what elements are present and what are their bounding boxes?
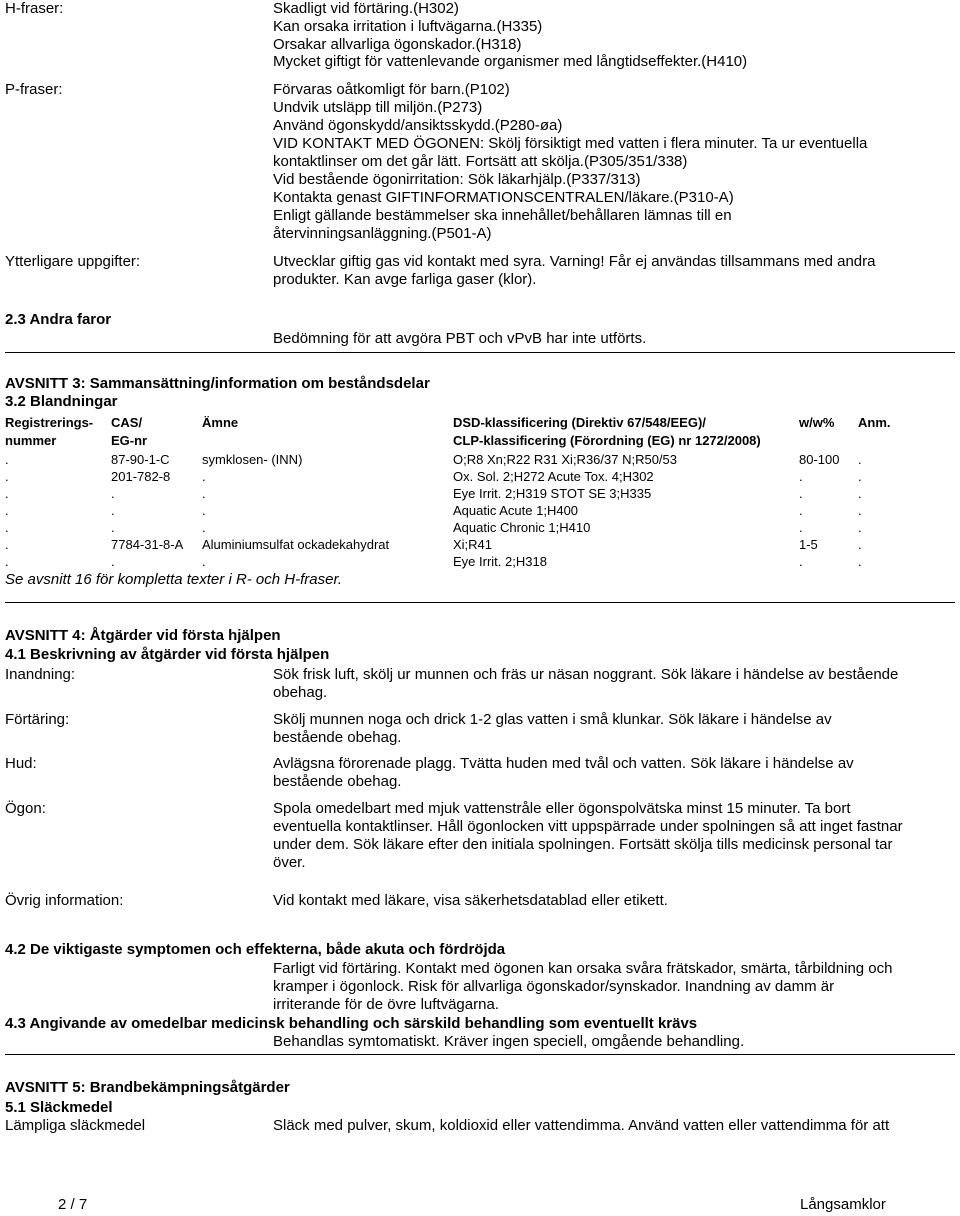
col-header-reg: Registrerings- xyxy=(5,415,94,430)
pfraser-line: Vid bestående ögonirritation: Sök läkarhjälp.(P337/313) xyxy=(273,171,641,188)
col-header-cas: EG-nr xyxy=(111,433,148,448)
section-divider xyxy=(5,1054,955,1055)
fortaring-label: Förtäring: xyxy=(5,711,70,728)
section3-subheading: 3.2 Blandningar xyxy=(5,393,118,410)
inandning-label: Inandning: xyxy=(5,666,76,683)
section3-heading: AVSNITT 3: Sammansättning/information om beståndsdelar xyxy=(5,375,430,392)
pfraser-label: P-fraser: xyxy=(5,81,63,98)
ytterligare-label: Ytterligare uppgifter: xyxy=(5,253,141,270)
pfraser-line: Förvaras oåtkomligt för barn.(P102) xyxy=(273,81,510,98)
cell-reg: . xyxy=(5,503,9,518)
cell-reg: . xyxy=(5,537,9,552)
ogon-text: Spola omedelbart med mjuk vattenstråle eller ögonspolvätska minst 15 minuter. Ta bort xyxy=(273,800,851,817)
slackmedel-label: Lämpliga släckmedel xyxy=(5,1117,146,1134)
cell-ww: 1-5 xyxy=(799,537,818,552)
hud-text: bestående obehag. xyxy=(273,773,402,790)
section5-heading: AVSNITT 5: Brandbekämpningsåtgärder xyxy=(5,1079,290,1096)
cell-cas: . xyxy=(111,486,115,501)
cell-ww: . xyxy=(799,469,803,484)
section4-2-text: irriterande för de övre luftvägarna. xyxy=(273,996,499,1013)
pfraser-line: Enligt gällande bestämmelser ska innehållet/behållaren lämnas till en xyxy=(273,207,732,224)
cell-amne: . xyxy=(202,486,206,501)
cell-cas: 201-782-8 xyxy=(111,469,171,484)
cell-ww: 80-100 xyxy=(799,452,840,467)
ogon-label: Ögon: xyxy=(5,800,46,817)
section-divider xyxy=(5,602,955,603)
pfraser-line: kontaktlinser om det går lätt. Fortsätt att skölja.(P305/351/338) xyxy=(273,153,688,170)
hfraser-line: Orsakar allvarliga ögonskador.(H318) xyxy=(273,36,522,53)
col-header-anm: Anm. xyxy=(858,415,891,430)
ovrig-text: Vid kontakt med läkare, visa säkerhetsdatablad eller etikett. xyxy=(273,892,668,909)
cell-amne: Aluminiumsulfat ockadekahydrat xyxy=(202,537,390,552)
ovrig-label: Övrig information: xyxy=(5,892,124,909)
cell-ww: . xyxy=(799,554,803,569)
section4-3-text: Behandlas symtomatiskt. Kräver ingen speciell, omgående behandling. xyxy=(273,1033,745,1050)
section4-2-heading: 4.2 De viktigaste symptomen och effekterna, både akuta och fördröjda xyxy=(5,941,506,958)
fortaring-text: bestående obehag. xyxy=(273,729,402,746)
cell-klass: Eye Irrit. 2;H319 STOT SE 3;H335 xyxy=(453,486,652,501)
cell-ww: . xyxy=(799,503,803,518)
pfraser-line: Använd ögonskydd/ansiktsskydd.(P280-øa) xyxy=(273,117,563,134)
section4-subheading: 4.1 Beskrivning av åtgärder vid första hjälpen xyxy=(5,646,330,663)
pfraser-line: återvinningsanläggning.(P501-A) xyxy=(273,225,492,242)
hud-text: Avlägsna förorenade plagg. Tvätta huden med tvål och vatten. Sök läkare i händelse av xyxy=(273,755,854,772)
cell-reg: . xyxy=(5,520,9,535)
cell-cas: . xyxy=(111,554,115,569)
cell-anm: . xyxy=(858,537,862,552)
hfraser-line: Mycket giftigt för vattenlevande organismer med långtidseffekter.(H410) xyxy=(273,53,748,70)
pfraser-line: Kontakta genast GIFTINFORMATIONSCENTRALEN/läkare.(P310-A) xyxy=(273,189,734,206)
ytterligare-line: Utvecklar giftig gas vid kontakt med syra. Varning! Får ej användas tillsammans med andra xyxy=(273,253,876,270)
section4-2-text: Farligt vid förtäring. Kontakt med ögonen kan orsaka svåra frätskador, smärta, tårbildning och xyxy=(273,960,893,977)
cell-amne: symklosen- (INN) xyxy=(202,452,303,467)
col-header-cas: CAS/ xyxy=(111,415,143,430)
ogon-text: eventuella kontaktlinser. Håll ögonlocken vitt uppspärrade under spolningen så att inget fastnar xyxy=(273,818,903,835)
pfraser-line: VID KONTAKT MED ÖGONEN: Skölj försiktigt med vatten i flera minuter. Ta ur eventuella xyxy=(273,135,868,152)
col-header-klass: CLP-klassificering (Förordning (EG) nr 1272/2008) xyxy=(453,433,761,448)
cell-klass: Aquatic Chronic 1;H410 xyxy=(453,520,591,535)
hfraser-line: Kan orsaka irritation i luftvägarna.(H335) xyxy=(273,18,543,35)
page-number: 2 / 7 xyxy=(58,1196,88,1213)
ogon-text: över. xyxy=(273,854,306,871)
cell-ww: . xyxy=(799,520,803,535)
section3-note: Se avsnitt 16 för kompletta texter i R- och H-fraser. xyxy=(5,571,343,588)
col-header-ww: w/w% xyxy=(799,415,835,430)
col-header-klass: DSD-klassificering (Direktiv 67/548/EEG)/ xyxy=(453,415,706,430)
cell-klass: Ox. Sol. 2;H272 Acute Tox. 4;H302 xyxy=(453,469,654,484)
ogon-text: under dem. Sök läkare efter den initiala spolningen. Fortsätt skölja tills medicinsk personal tar xyxy=(273,836,893,853)
cell-anm: . xyxy=(858,469,862,484)
cell-cas: . xyxy=(111,520,115,535)
col-header-reg: nummer xyxy=(5,433,57,448)
inandning-text: obehag. xyxy=(273,684,328,701)
cell-klass: Xi;R41 xyxy=(453,537,493,552)
cell-cas: 7784-31-8-A xyxy=(111,537,184,552)
cell-amne: . xyxy=(202,520,206,535)
cell-reg: . xyxy=(5,554,9,569)
cell-amne: . xyxy=(202,469,206,484)
hud-label: Hud: xyxy=(5,755,37,772)
andra-faror-text: Bedömning för att avgöra PBT och vPvB har inte utförts. xyxy=(273,330,647,347)
inandning-text: Sök frisk luft, skölj ur munnen och fräs ur näsan noggrant. Sök läkare i händelse av bestående xyxy=(273,666,899,683)
cell-anm: . xyxy=(858,452,862,467)
section4-2-text: kramper i ögonlock. Risk för allvarliga ögonskador/synskador. Inandning av damm är xyxy=(273,978,835,995)
pfraser-line: Undvik utsläpp till miljön.(P273) xyxy=(273,99,483,116)
cell-anm: . xyxy=(858,520,862,535)
cell-anm: . xyxy=(858,554,862,569)
cell-ww: . xyxy=(799,486,803,501)
cell-reg: . xyxy=(5,452,9,467)
cell-cas: 87-90-1-C xyxy=(111,452,170,467)
slackmedel-text: Släck med pulver, skum, koldioxid eller vattendimma. Använd vatten eller vattendimma för att xyxy=(273,1117,890,1134)
cell-klass: Aquatic Acute 1;H400 xyxy=(453,503,579,518)
product-name: Långsamklor xyxy=(800,1196,886,1213)
col-header-amne: Ämne xyxy=(202,415,239,430)
section-divider xyxy=(5,352,955,353)
cell-anm: . xyxy=(858,486,862,501)
cell-anm: . xyxy=(858,503,862,518)
fortaring-text: Skölj munnen noga och drick 1-2 glas vatten i små klunkar. Sök läkare i händelse av xyxy=(273,711,832,728)
section4-3-heading: 4.3 Angivande av omedelbar medicinsk behandling och särskild behandling som eventuellt krävs xyxy=(5,1015,698,1032)
cell-klass: O;R8 Xn;R22 R31 Xi;R36/37 N;R50/53 xyxy=(453,452,678,467)
ytterligare-line: produkter. Kan avge farliga gaser (klor). xyxy=(273,271,537,288)
section5-subheading: 5.1 Släckmedel xyxy=(5,1099,113,1116)
andra-faror-heading: 2.3 Andra faror xyxy=(5,311,112,328)
cell-reg: . xyxy=(5,486,9,501)
cell-amne: . xyxy=(202,503,206,518)
cell-cas: . xyxy=(111,503,115,518)
section4-heading: AVSNITT 4: Åtgärder vid första hjälpen xyxy=(5,627,281,644)
hfraser-line: Skadligt vid förtäring.(H302) xyxy=(273,0,459,17)
cell-amne: . xyxy=(202,554,206,569)
cell-reg: . xyxy=(5,469,9,484)
hfraser-label: H-fraser: xyxy=(5,0,64,17)
cell-klass: Eye Irrit. 2;H318 xyxy=(453,554,547,569)
